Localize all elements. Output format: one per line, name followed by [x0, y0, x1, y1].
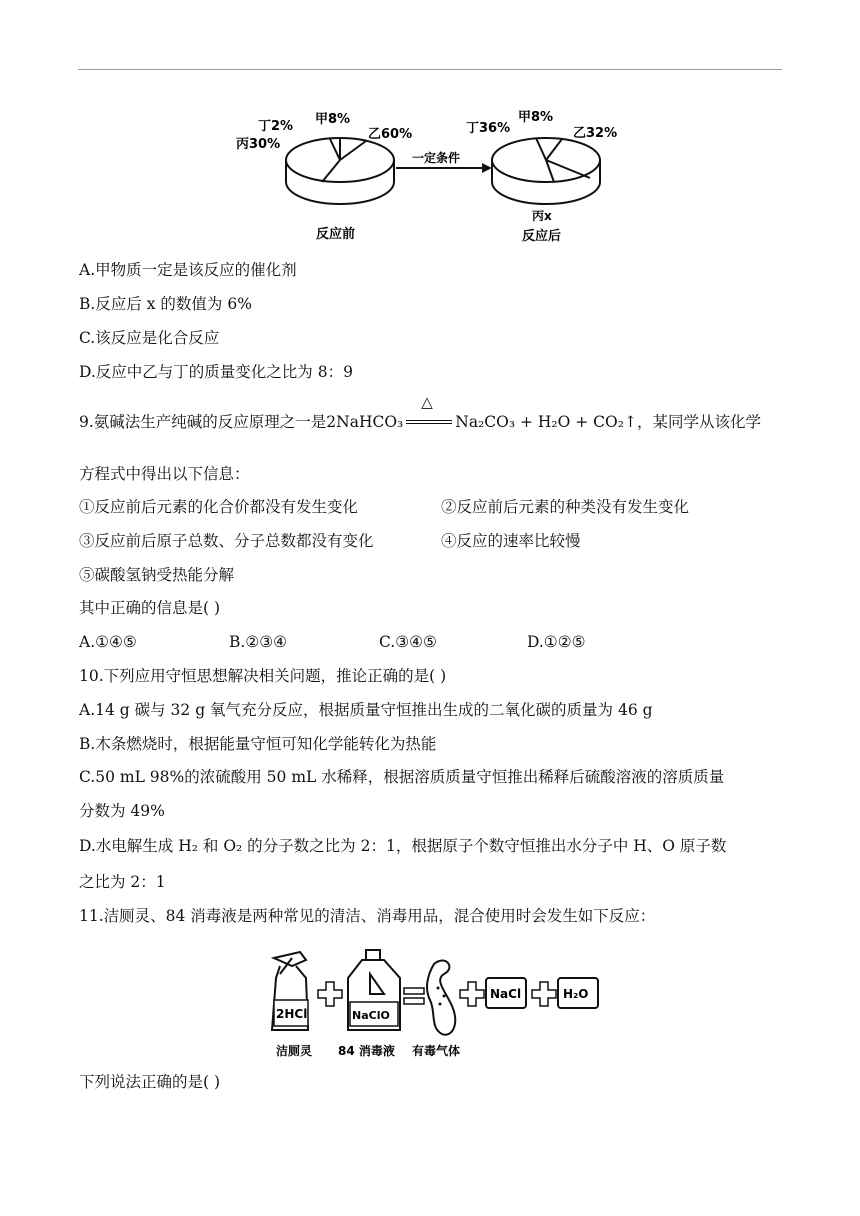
q9-info-4: ④反应的速率比较慢: [441, 532, 581, 550]
arrow-label: 一定条件: [412, 151, 461, 165]
q10-option-c-line1: C.50 mL 98%的浓硫酸用 50 mL 水稀释，根据溶质质量守恒推出稀释后硫酸溶液的溶质质量: [79, 768, 725, 786]
q8-option-d: D.反应中乙与丁的质量变化之比为 8：9: [79, 363, 353, 381]
q10-option-d-line1: D.水电解生成 H₂ 和 O₂ 的分子数之比为 2：1，根据原子个数守恒推出水分子中 H、O 原子数: [79, 837, 727, 855]
q9-info-2: ②反应前后元素的种类没有发生变化: [441, 498, 690, 516]
q9-info-1: ①反应前后元素的化合价都没有发生变化: [79, 498, 359, 516]
q9-option-c: C.③④⑤: [379, 633, 437, 651]
q9-option-d: D.①②⑤: [527, 633, 586, 651]
q8-option-c: C.该反应是化合反应: [79, 329, 220, 347]
before-caption: 反应前: [316, 227, 356, 242]
q10-option-b: B.木条燃烧时，根据能量守恒可知化学能转化为热能: [79, 735, 437, 753]
q10-option-d-line2: 之比为 2：1: [79, 873, 166, 891]
plus-sign: [460, 982, 484, 1006]
header-rule: [78, 69, 782, 70]
q10-option-c-line2: 分数为 49%: [79, 802, 165, 820]
equals-bottom: [404, 998, 424, 1004]
q8-option-b: B.反应后 x 的数值为 6%: [79, 295, 252, 313]
q9-eq-left: 2NaHCO₃: [326, 413, 404, 431]
equals-top: [404, 988, 424, 994]
q9-eq-arrow: [403, 393, 455, 432]
after-caption: 反应后: [522, 229, 562, 244]
pie-reaction-figure: [230, 100, 618, 245]
after-label-ding: 丁36%: [466, 121, 511, 136]
fig-nacl: NaCl: [490, 987, 522, 1001]
q9-stem-line: [79, 393, 761, 432]
caption-toxic-gas: 有毒气体: [412, 1044, 461, 1058]
q9-info-5: ⑤碳酸氢钠受热能分解: [79, 566, 235, 584]
q9-eq-bar-top: [406, 420, 452, 421]
after-label-yi: 乙32%: [573, 126, 618, 141]
fig-h2o: H₂O: [563, 987, 589, 1001]
fig-hcl: 2HCl: [276, 1007, 308, 1021]
q9-info-3: ③反应前后原子总数、分子总数都没有变化: [79, 532, 374, 550]
before-label-ding: 丁2%: [258, 119, 294, 134]
caption-cleaner: 洁厕灵: [276, 1044, 313, 1058]
fig-naclo: NaClO: [352, 1009, 390, 1022]
q11-stem: 11.洁厕灵、84 消毒液是两种常见的清洁、消毒用品，混合使用时会发生如下反应：: [79, 907, 656, 925]
q9-stem-cont: 方程式中得出以下信息：: [79, 465, 250, 483]
toxic-gas-icon: [427, 961, 455, 1035]
after-label-jia: 甲8%: [518, 110, 554, 125]
before-label-jia: 甲8%: [315, 112, 351, 127]
q9-eq-right: Na₂CO₃ + H₂O + CO₂↑: [455, 413, 637, 431]
q10-stem: 10.下列应用守恒思想解决相关问题，推论正确的是( ): [79, 667, 447, 685]
q9-stem-end: ，某同学从该化学: [636, 413, 761, 431]
plus-sign: [318, 982, 342, 1006]
pie-after: [492, 138, 600, 204]
q9-stem-start: 9.氨碱法生产纯碱的反应原理之一是: [79, 413, 327, 431]
q9-eq-condition: △: [421, 393, 433, 411]
plus-sign: [532, 982, 556, 1006]
q11-reaction-figure: [266, 944, 606, 1062]
before-label-yi: 乙60%: [368, 127, 413, 142]
q9-eq-bar-bottom: [406, 423, 452, 424]
q9-option-b: B.②③④: [229, 633, 288, 651]
q9-ask: 其中正确的信息是( ): [79, 599, 221, 617]
q8-option-a: A.甲物质一定是该反应的催化剂: [79, 261, 297, 279]
caption-bleach: 84 消毒液: [338, 1044, 395, 1058]
q9-option-a: A.①④⑤: [79, 633, 137, 651]
pie-before: [286, 138, 394, 204]
q10-option-a: A.14 g 碳与 32 g 氧气充分反应，根据质量守恒推出生成的二氧化碳的质量为 46 g: [79, 701, 653, 719]
q11-ask: 下列说法正确的是( ): [79, 1073, 221, 1091]
arrow-head: [482, 163, 492, 173]
after-label-bing: 丙x: [532, 209, 552, 223]
before-label-bing: 丙30%: [236, 137, 281, 152]
